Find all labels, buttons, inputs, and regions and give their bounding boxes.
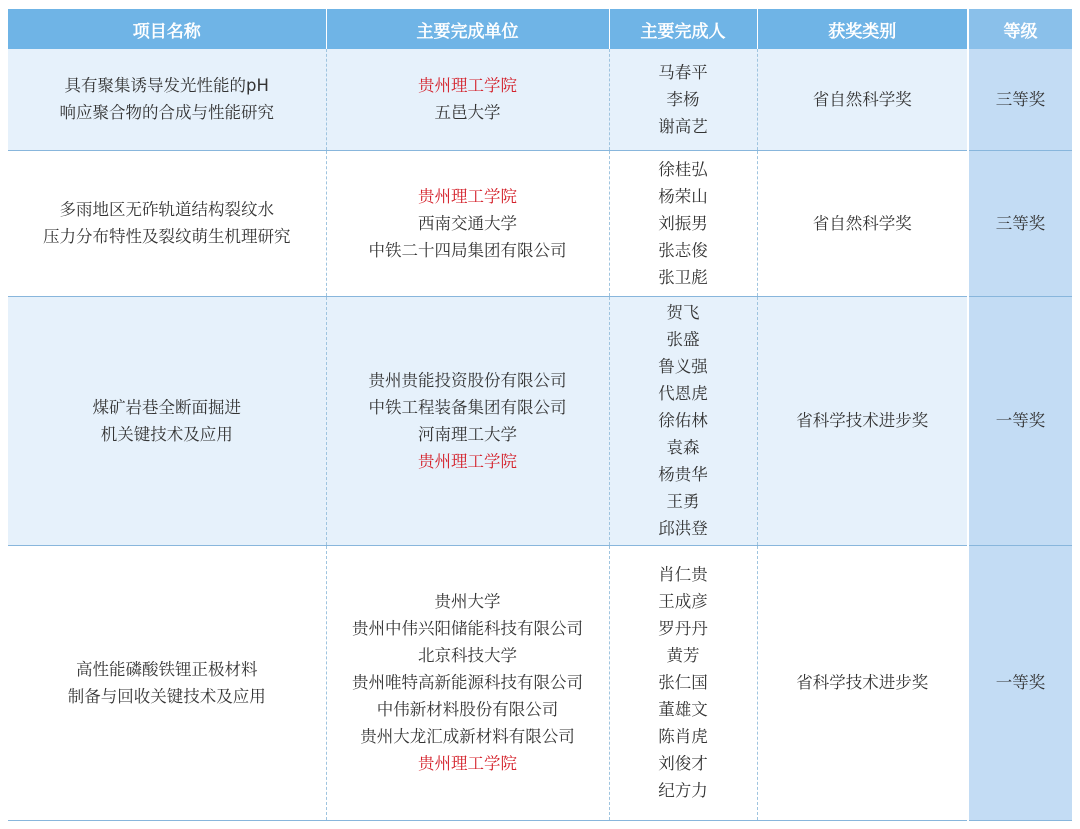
project-name-line: 多雨地区无砟轨道结构裂纹水 [59,200,274,219]
completion-person: 王勇 [666,492,700,511]
grade-cell [968,49,1072,150]
table-row [8,150,1072,296]
completion-units-cell [326,545,609,820]
header-grade: 等级 [968,9,1072,49]
completion-unit: 贵州唯特高新能源科技有限公司 [352,673,583,692]
completion-person: 刘俊才 [658,754,708,773]
award-category-cell [757,545,968,820]
completion-unit: 贵州贵能投资股份有限公司 [368,370,567,390]
award-category: 省自然科学奖 [812,89,912,109]
table-row [8,49,1072,150]
award-category: 省科学技术进步奖 [796,673,929,692]
completion-person: 杨荣山 [658,186,708,206]
completion-unit: 贵州理工学院 [418,186,517,206]
completion-unit: 北京科技大学 [418,646,517,665]
completion-person: 肖仁贵 [658,565,708,584]
awards-table-container [8,9,1072,821]
completion-person: 袁森 [666,438,700,457]
completion-person: 邱洪登 [658,519,708,538]
completion-person: 代恩虎 [658,384,708,403]
grade-cell [968,150,1072,296]
project-name-line: 制备与回收关键技术及应用 [67,686,266,706]
header-award-category: 获奖类别 [757,9,968,49]
completion-unit: 贵州理工学院 [418,451,517,471]
awards-table [8,9,1072,821]
project-name-line: 具有聚集诱导发光性能的pH [64,76,269,96]
completion-unit: 贵州中伟兴阳储能科技有限公司 [352,619,583,638]
completion-person: 董雄文 [658,700,708,719]
completion-units-cell [326,296,609,545]
completion-person: 徐佑林 [658,411,708,430]
completion-people-cell [609,545,757,820]
completion-person: 罗丹丹 [658,619,708,638]
award-category: 省科学技术进步奖 [796,411,929,430]
completion-unit: 中铁工程装备集团有限公司 [368,397,567,417]
award-category-cell [757,296,968,545]
project-name-line: 高性能磷酸铁锂正极材料 [76,659,258,679]
completion-person: 王成彦 [658,592,708,611]
grade-value: 三等奖 [995,213,1046,233]
grade-cell [968,545,1072,820]
completion-person: 张卫彪 [658,267,708,287]
project-name-line: 压力分布特性及裂纹萌生机理研究 [43,227,291,246]
completion-unit: 贵州大学 [434,592,501,611]
completion-unit: 河南理工大学 [418,424,517,444]
grade-value: 一等奖 [995,411,1046,430]
table-row [8,545,1072,820]
completion-unit: 中铁二十四局集团有限公司 [368,240,567,260]
project-name-line: 煤矿岩巷全断面掘进 [92,397,241,417]
completion-person: 陈肖虎 [658,727,708,746]
completion-person: 刘振男 [658,213,708,233]
header-completion-people: 主要完成人 [609,9,757,49]
grade-value: 一等奖 [995,673,1046,692]
project-name-cell [8,49,326,150]
completion-unit: 贵州理工学院 [418,754,517,773]
completion-people-cell [609,296,757,545]
completion-person: 徐桂弘 [658,159,708,179]
completion-person: 黄芳 [666,646,700,665]
completion-unit: 贵州理工学院 [418,76,517,96]
award-category-cell [757,150,968,296]
completion-person: 鲁义强 [658,357,708,376]
completion-unit: 贵州大龙汇成新材料有限公司 [360,727,575,746]
header-row [8,9,1072,49]
completion-person: 马春平 [658,62,708,82]
table-row [8,296,1072,545]
completion-person: 谢高艺 [658,116,708,136]
completion-unit: 西南交通大学 [418,213,517,233]
completion-person: 纪方力 [658,781,708,800]
project-name-cell [8,545,326,820]
completion-person: 张仁国 [658,673,708,692]
grade-cell [968,296,1072,545]
header-completion-units: 主要完成单位 [326,9,609,49]
project-name-cell [8,296,326,545]
project-name-cell [8,150,326,296]
completion-person: 杨贵华 [658,465,708,484]
grade-value: 三等奖 [995,89,1046,109]
award-category-cell [757,49,968,150]
award-category: 省自然科学奖 [812,213,912,233]
completion-people-cell [609,150,757,296]
project-name-line: 机关键技术及应用 [100,424,233,444]
completion-unit: 五邑大学 [434,103,501,123]
completion-people-cell [609,49,757,150]
completion-person: 张志俊 [658,240,708,260]
completion-person: 张盛 [666,330,700,349]
completion-units-cell [326,49,609,150]
completion-units-cell [326,150,609,296]
project-name-line: 响应聚合物的合成与性能研究 [59,103,274,123]
completion-person: 贺飞 [666,303,700,322]
header-project-name: 项目名称 [8,9,326,49]
completion-unit: 中伟新材料股份有限公司 [376,700,559,719]
completion-person: 李杨 [666,89,700,109]
